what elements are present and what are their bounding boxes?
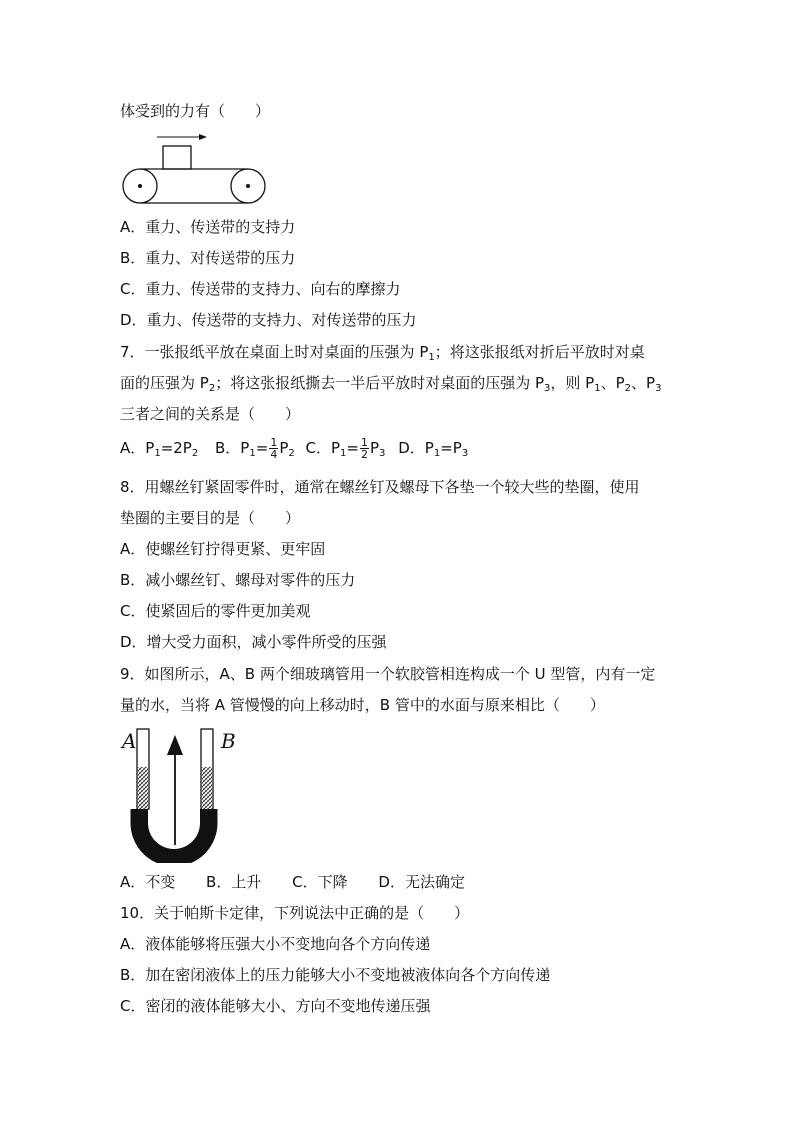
q9-option-a: A．不变	[120, 873, 176, 891]
q6-option-c: C．重力、传送带的支持力、向右的摩擦力	[120, 280, 401, 298]
tube-a-label: A	[122, 729, 137, 753]
q7-option-d: D．$P_1=P_3$	[398, 439, 469, 459]
q6-option-a: A．重力、传送带的支持力	[120, 218, 296, 236]
q10-option-c: C．密闭的液体能够大小、方向不变地传递压强	[120, 997, 431, 1015]
block	[163, 146, 191, 169]
q8-option-c: C．使紧固后的零件更加美观	[120, 602, 311, 620]
q9-option-c: C．下降	[292, 873, 348, 891]
q7-line-2: 面的压强为 $P_2$；将这张报纸撕去一半后平放时对桌面的压强为 $P_3$，则 $P_1$、$P_2$、$P_3$	[120, 374, 662, 394]
q10-option-a: A．液体能够将压强大小不变地向各个方向传递	[120, 935, 431, 953]
motion-arrow-head	[199, 134, 207, 140]
q6-option-b: B．重力、对传送带的压力	[120, 249, 296, 267]
q9-option-b: B．上升	[206, 873, 262, 891]
q6-stem-tail: 体受到的力有（ ）	[120, 102, 271, 120]
water-in-tube-b	[202, 767, 212, 809]
left-axle	[138, 184, 142, 188]
fraction-one-quarter: $\frac{1}{4}$	[270, 436, 278, 461]
q8-line-1: 8．用螺丝钉紧固零件时，通常在螺丝钉及螺母下各垫一个较大些的垫圈，使用	[120, 478, 640, 496]
water-in-tube-a	[138, 767, 148, 809]
fraction-one-half: $\frac{1}{2}$	[361, 436, 368, 461]
q10-option-b: B．加在密闭液体上的压力能够大小不变地被液体向各个方向传递	[120, 966, 551, 984]
q10-line-1: 10．关于帕斯卡定律，下列说法中正确的是（ ）	[120, 904, 470, 922]
q7-line-3: 三者之间的关系是（ ）	[120, 405, 301, 423]
q9-options	[120, 872, 465, 892]
u-tube-figure	[118, 727, 246, 863]
q8-line-2: 垫圈的主要目的是（ ）	[120, 509, 301, 527]
q7-option-c: C．$P_1=$ $\frac{1}{2}$ $P_3$	[305, 436, 386, 461]
right-axle	[246, 184, 250, 188]
upward-arrow-head	[167, 735, 183, 755]
q7-option-a: A．$P_1=2P_2$	[120, 439, 199, 459]
q8-option-b: B．减小螺丝钉、螺母对零件的压力	[120, 571, 356, 589]
q9-line-2: 量的水，当将 A 管慢慢的向上移动时，B 管中的水面与原来相比（ ）	[120, 696, 605, 714]
tube-b-label: B	[221, 729, 236, 753]
q8-option-a: A．使螺丝钉拧得更紧、更牢固	[120, 540, 326, 558]
q8-option-d: D．增大受力面积，减小零件所受的压强	[120, 633, 387, 651]
q9-line-1: 9．如图所示，A、B 两个细玻璃管用一个软胶管相连构成一个 U 型管，内有一定	[120, 665, 656, 683]
q7-line-1: 7．一张报纸平放在桌面上时对桌面的压强为 $P_1$；将这张报纸对折后平放时对桌	[120, 343, 645, 363]
q7-option-b: B．$P_1=$ $\frac{1}{4}$ $P_2$	[215, 436, 295, 461]
q9-option-d: D．无法确定	[378, 873, 465, 891]
conveyor-belt-figure	[119, 130, 271, 205]
q6-option-d: D．重力、传送带的支持力、对传送带的压力	[120, 311, 417, 329]
q7-options	[120, 437, 468, 460]
